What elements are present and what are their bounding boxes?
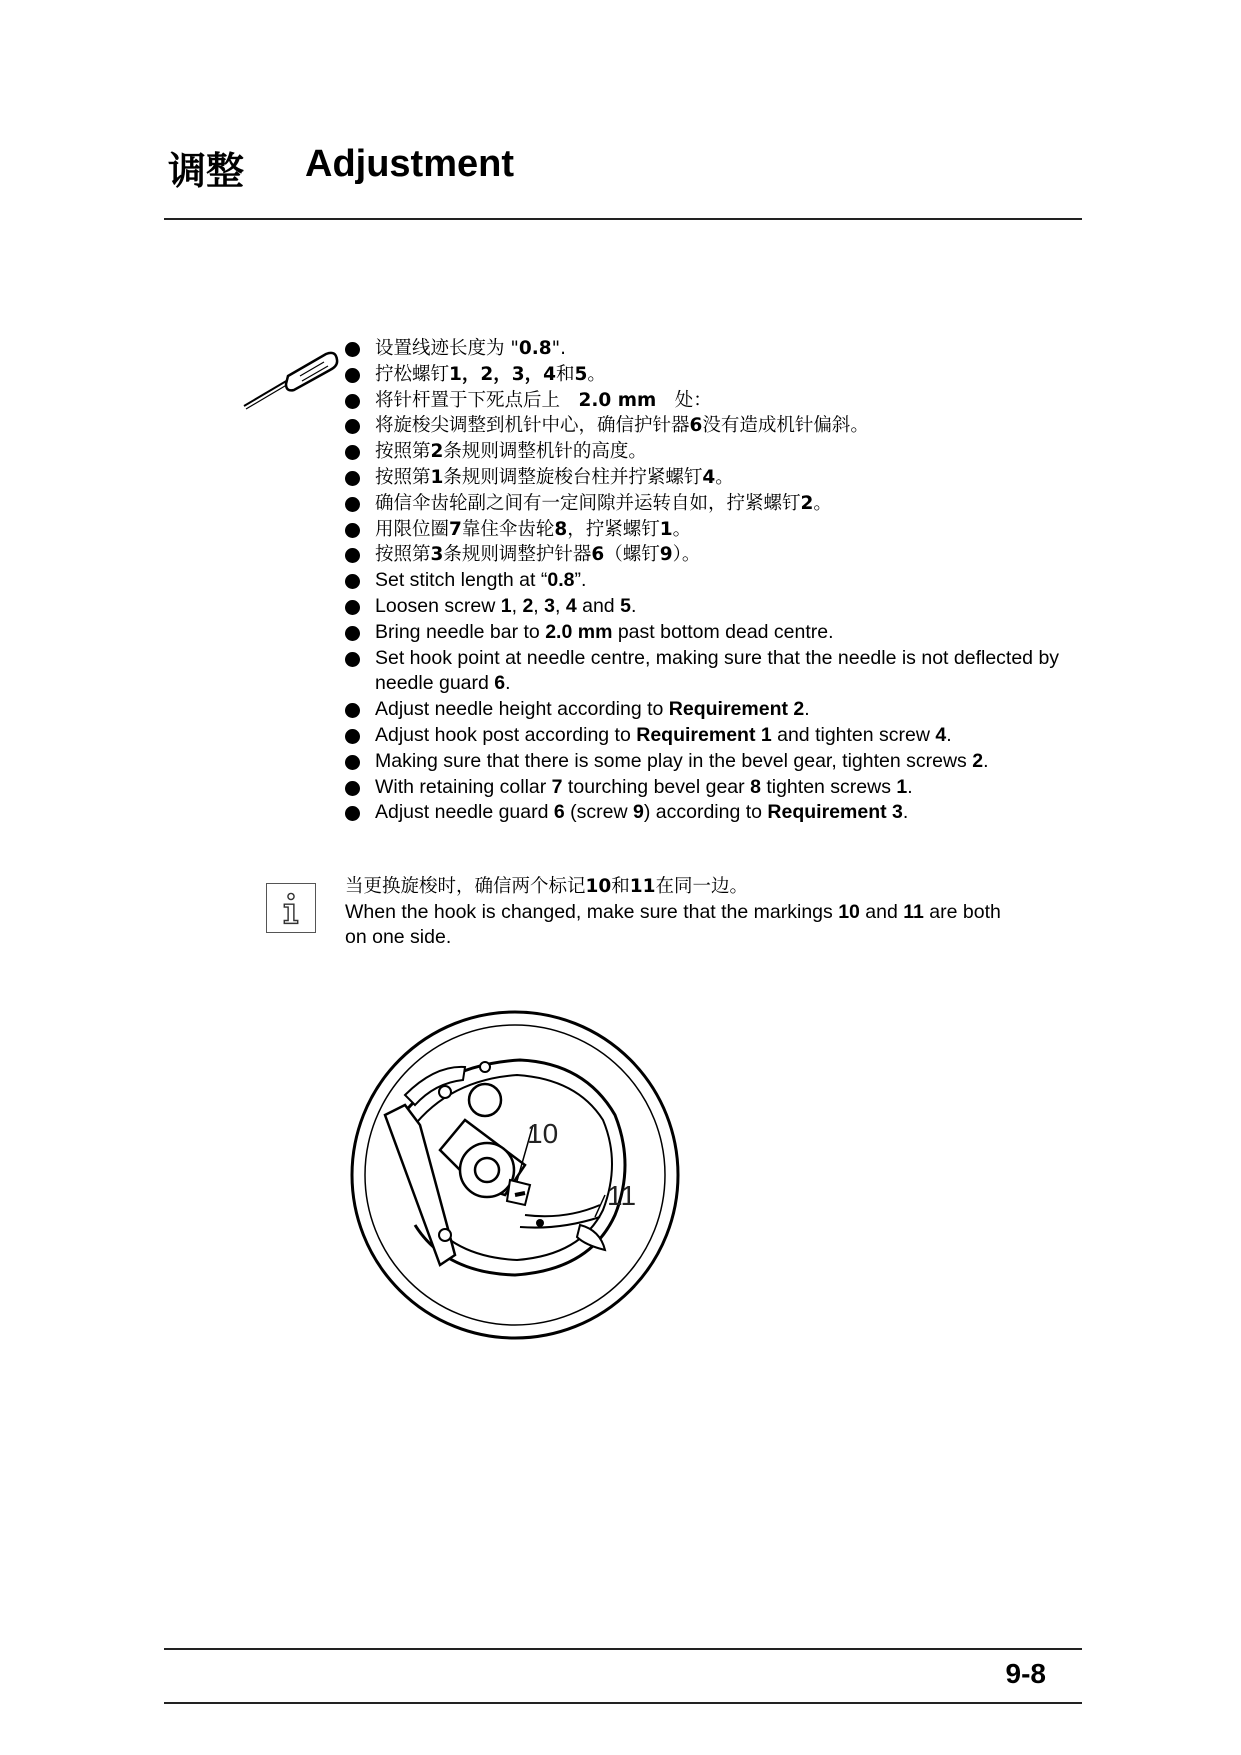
bullet-icon: [345, 703, 360, 718]
step-item: [345, 413, 1065, 439]
step-item: [345, 568, 1065, 594]
text-run: 按照第: [375, 544, 431, 566]
emphasis-text: 2.0 mm: [578, 389, 657, 411]
text-run: 靠住伞齿轮: [461, 518, 555, 540]
text-run: 按照第: [375, 441, 431, 463]
emphasis-text: 3: [430, 544, 444, 566]
bullet-icon: [345, 497, 360, 512]
text-run: 拧松螺钉: [375, 363, 450, 385]
emphasis-text: 2.0 mm: [545, 620, 613, 643]
page-number: 9-8: [1005, 1658, 1046, 1689]
emphasis-text: 6: [689, 415, 703, 437]
emphasis-text: 10: [585, 876, 612, 897]
text-run: are both on one side.: [345, 900, 1001, 948]
step-item: [345, 646, 1065, 698]
emphasis-text: 6: [494, 672, 506, 695]
rotary-hook-diagram: [345, 1005, 685, 1345]
emphasis-text: 8: [554, 518, 568, 540]
text-run: 条规则调整护针器: [443, 544, 592, 566]
emphasis-text: 5: [620, 594, 631, 617]
text-run: 。: [715, 466, 734, 488]
bullet-icon: [345, 806, 360, 821]
text-run: .: [505, 672, 511, 695]
emphasis-text: 0.8: [518, 338, 552, 359]
bullet-icon: [345, 652, 360, 667]
text-run: past bottom dead centre.: [612, 620, 834, 643]
text-run: 。: [672, 518, 692, 540]
step-item: [345, 517, 1065, 543]
text-run: Bring needle bar to: [375, 620, 546, 643]
emphasis-text: Requirement 2: [668, 698, 805, 721]
text-run: 条规则调整旋梭台柱并拧紧螺钉: [443, 466, 703, 488]
text-run: 没有造成机针偏斜。: [702, 415, 869, 437]
emphasis-text: Requirement 3: [767, 801, 903, 824]
step-item: [345, 775, 1065, 801]
emphasis-text: 2: [972, 749, 984, 772]
text-run: Making sure that there is some play in the bevel gear, tighten screws: [375, 749, 973, 772]
text-run: .: [630, 594, 637, 617]
text-run: and: [576, 594, 621, 617]
bullet-icon: [345, 368, 360, 383]
note-text-english: [345, 901, 1001, 949]
bullet-icon: [345, 419, 360, 434]
footer-divider-bottom: [164, 1702, 1082, 1704]
step-item: [345, 594, 1065, 620]
adjustment-steps-list: [345, 336, 1065, 826]
text-run: Adjust hook post according to: [375, 723, 637, 746]
text-run: 按照第: [375, 466, 431, 488]
text-run: Adjust needle guard: [375, 801, 554, 824]
text-run: and tighten screw: [771, 723, 936, 746]
text-run: ，拧紧螺钉: [567, 518, 660, 540]
emphasis-text: 2: [800, 492, 814, 514]
text-run: 。: [587, 363, 606, 385]
bullet-icon: [345, 523, 360, 538]
emphasis-text: 3: [544, 594, 555, 617]
footer-divider-top: [164, 1648, 1082, 1650]
text-run: 将旋梭尖调整到机针中心，确信护针器: [375, 415, 690, 437]
emphasis-text: 9: [633, 801, 644, 824]
text-run: ）。: [672, 544, 701, 566]
text-run: Adjust needle height according to: [375, 698, 669, 721]
marking-11-label: 11: [607, 1180, 637, 1211]
text-run: .: [983, 749, 989, 772]
hook-change-note: [345, 874, 1025, 951]
text-run: 将针杆置于下死点后上: [375, 389, 579, 411]
text-run: Set hook point at needle centre, making sure that the needle is not deflected by needle guard: [375, 646, 1060, 695]
emphasis-text: 0.8: [547, 569, 575, 592]
text-run: 在同一边。: [655, 876, 749, 897]
text-run: .: [804, 698, 810, 721]
step-item: [345, 723, 1065, 749]
step-item: [345, 362, 1065, 388]
step-item: [345, 800, 1065, 826]
text-run: ".: [551, 338, 567, 359]
emphasis-text: 1: [896, 775, 908, 798]
step-item: [345, 697, 1065, 723]
text-run: tighten screws: [760, 775, 897, 798]
note-text-chinese: [345, 874, 1025, 900]
text-run: Set stitch length at “: [375, 569, 548, 592]
emphasis-text: 6: [591, 544, 605, 566]
text-run: 确信伞齿轮副之间有一定间隙并运转自如，拧紧螺钉: [375, 492, 801, 514]
text-run: 和: [556, 363, 575, 385]
text-run: When the hook is changed, make sure that the markings: [345, 900, 839, 923]
bullet-icon: [345, 755, 360, 770]
step-item: [345, 336, 1065, 362]
text-run: ”.: [574, 569, 587, 592]
text-run: ,: [511, 594, 523, 617]
step-item: [345, 465, 1065, 491]
emphasis-text: 11: [629, 876, 656, 897]
text-run: 设置线迹长度为 ": [375, 338, 519, 359]
text-run: 条规则调整机针的高度。: [443, 441, 647, 463]
emphasis-text: 5: [574, 363, 588, 385]
emphasis-text: 9: [659, 544, 673, 566]
step-item: [345, 388, 1065, 414]
marking-10-label: 10: [527, 1118, 559, 1149]
emphasis-text: 7: [551, 775, 563, 798]
step-item: [345, 439, 1065, 465]
emphasis-text: 11: [903, 900, 924, 923]
header-divider: [164, 218, 1082, 220]
emphasis-text: 4: [935, 723, 947, 746]
text-run: ,: [533, 594, 545, 617]
bullet-icon: [345, 574, 360, 589]
page-title: Adjustment: [305, 143, 514, 185]
bullet-icon: [345, 729, 360, 744]
emphasis-text: 1: [659, 518, 673, 540]
text-run: .: [946, 723, 952, 746]
text-run: With retaining collar: [375, 775, 552, 798]
step-item: [345, 749, 1065, 775]
bullet-icon: [345, 781, 360, 796]
text-run: .: [902, 801, 909, 824]
text-run: tourching bevel gear: [562, 775, 751, 798]
text-run: 和: [611, 876, 630, 897]
emphasis-text: 6: [553, 801, 565, 824]
bullet-icon: [345, 394, 360, 409]
bullet-icon: [345, 626, 360, 641]
text-run: 。: [813, 492, 832, 514]
bullet-icon: [345, 548, 360, 563]
text-run: 当更换旋梭时，确信两个标记: [345, 876, 586, 897]
emphasis-text: 2: [430, 441, 444, 463]
emphasis-text: 4: [702, 466, 716, 488]
bullet-icon: [345, 342, 360, 357]
emphasis-text: 1: [500, 594, 512, 617]
text-run: .: [907, 775, 913, 798]
bullet-icon: [345, 471, 360, 486]
emphasis-text: 10: [838, 900, 860, 923]
text-run: 用限位圈: [375, 518, 450, 540]
emphasis-text: 2: [522, 594, 534, 617]
emphasis-text: 7: [449, 518, 462, 540]
text-run: （螺钉: [604, 544, 660, 566]
emphasis-text: Requirement 1: [636, 723, 772, 746]
bullet-icon: [345, 445, 360, 460]
emphasis-text: 1，2，3，4: [449, 363, 557, 385]
text-run: and: [859, 900, 904, 923]
text-run: ,: [555, 594, 566, 617]
text-run: Loosen screw: [375, 594, 501, 617]
step-item: [345, 542, 1065, 568]
page-title-chinese: 调整: [168, 149, 245, 193]
emphasis-text: 1: [430, 466, 444, 488]
info-icon: [266, 883, 316, 933]
emphasis-text: 4: [565, 594, 577, 617]
bullet-icon: [345, 600, 360, 615]
emphasis-text: 8: [750, 775, 761, 798]
step-item: [345, 620, 1065, 646]
text-run: (screw: [564, 801, 633, 824]
text-run: ) according to: [643, 801, 768, 824]
screwdriver-icon: [240, 346, 340, 416]
text-run: 处：: [656, 389, 712, 411]
step-item: [345, 491, 1065, 517]
